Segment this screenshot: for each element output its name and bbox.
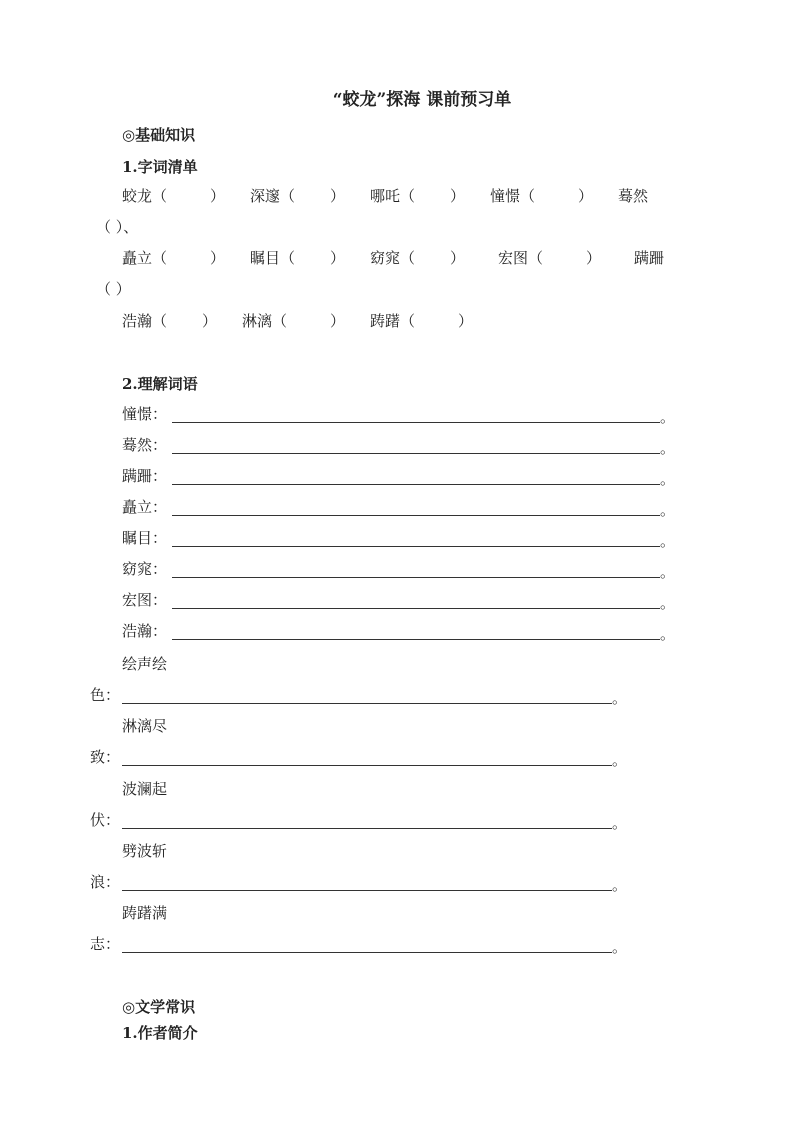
paren-close: ）	[330, 187, 346, 205]
subheading-word-list: 1.字词清单	[122, 158, 198, 176]
idiom-label-start: 劈波斩	[122, 842, 168, 860]
word-yaotiao: 窈窕（	[370, 249, 416, 267]
period: 。	[612, 938, 628, 956]
paren-wrap-1: （ ）、	[96, 218, 139, 236]
idiom-label-start: 绘声绘	[122, 655, 168, 673]
answer-line[interactable]	[122, 890, 612, 891]
term-label: 瞩目：	[122, 529, 168, 547]
answer-line[interactable]	[122, 952, 612, 953]
word-shensui: 深邃（	[250, 187, 296, 205]
word-jiaolong: 蛟龙（	[122, 187, 168, 205]
word-haohan: 浩瀚（	[122, 312, 168, 330]
word-nezha: 哪吒（	[370, 187, 416, 205]
answer-line[interactable]	[172, 484, 660, 485]
idiom-label-end: 志：	[90, 935, 121, 953]
idiom-label-end: 致：	[90, 748, 121, 766]
answer-line[interactable]	[122, 828, 612, 829]
idiom-label-end: 伏：	[90, 811, 121, 829]
paren-wrap-2: （ ）	[96, 280, 131, 298]
paren-close: ）	[210, 187, 226, 205]
idiom-label-end: 色：	[90, 686, 121, 704]
word-linli: 淋漓（	[242, 312, 288, 330]
period: 。	[660, 439, 676, 457]
term-label: 憧憬：	[122, 405, 168, 423]
term-label: 蓦然：	[122, 436, 168, 454]
term-label: 浩瀚：	[122, 622, 168, 640]
word-zhumu: 瞩目（	[250, 249, 296, 267]
period: 。	[660, 470, 676, 488]
answer-line[interactable]	[172, 639, 660, 640]
period: 。	[660, 532, 676, 550]
word-moran: 蓦然	[618, 187, 649, 205]
paren-close: ）	[450, 187, 466, 205]
period: 。	[660, 594, 676, 612]
paren-close: ）	[450, 249, 466, 267]
word-chongjing: 憧憬（	[490, 187, 536, 205]
paren-close: ）	[202, 312, 218, 330]
word-chuli: 矗立（	[122, 249, 168, 267]
period: 。	[612, 876, 628, 894]
idiom-label-end: 浪：	[90, 873, 121, 891]
paren-close: ）	[330, 312, 346, 330]
section-heading-literature: ◎文学常识	[122, 998, 196, 1016]
word-panshan: 蹒跚	[634, 249, 665, 267]
period: 。	[660, 625, 676, 643]
answer-line[interactable]	[172, 453, 660, 454]
period: 。	[660, 408, 676, 426]
term-label: 蹒跚：	[122, 467, 168, 485]
answer-line[interactable]	[122, 765, 612, 766]
idiom-label-start: 踌躇满	[122, 904, 168, 922]
paren-close: ）	[330, 249, 346, 267]
term-label: 矗立：	[122, 498, 168, 516]
paren-close: ）	[458, 312, 474, 330]
paren-close: ）	[210, 249, 226, 267]
idiom-label-start: 波澜起	[122, 780, 168, 798]
term-label: 窈窕：	[122, 560, 168, 578]
answer-line[interactable]	[172, 422, 660, 423]
word-hongtu: 宏图（	[498, 249, 544, 267]
period: 。	[612, 751, 628, 769]
answer-line[interactable]	[122, 703, 612, 704]
paren-close: ）	[586, 249, 602, 267]
subheading-author-intro: 1.作者简介	[122, 1024, 198, 1042]
idiom-label-start: 淋漓尽	[122, 717, 168, 735]
period: 。	[660, 501, 676, 519]
period: 。	[612, 689, 628, 707]
answer-line[interactable]	[172, 577, 660, 578]
period: 。	[612, 814, 628, 832]
answer-line[interactable]	[172, 515, 660, 516]
subheading-understand-words: 2.理解词语	[122, 375, 198, 393]
section-heading-basics: ◎基础知识	[122, 126, 196, 144]
answer-line[interactable]	[172, 546, 660, 547]
term-label: 宏图：	[122, 591, 168, 609]
page-title: “蛟龙”探海 课前预习单	[332, 90, 512, 110]
word-chouchu: 踌躇（	[370, 312, 416, 330]
paren-close: ）	[578, 187, 594, 205]
period: 。	[660, 563, 676, 581]
answer-line[interactable]	[172, 608, 660, 609]
